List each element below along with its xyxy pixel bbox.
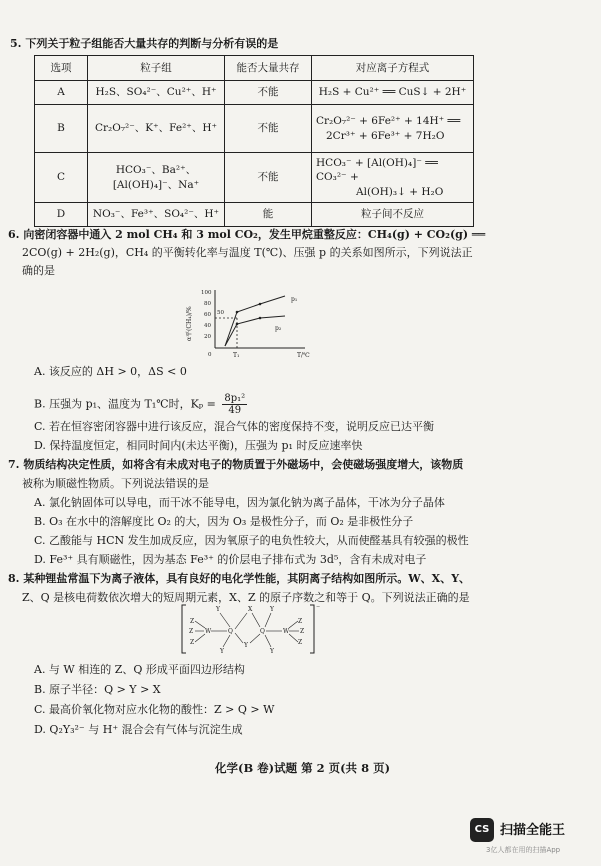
row-d-option: D (35, 203, 88, 227)
graph-xlabel: T/℃ (297, 352, 310, 359)
atom-y: Y (244, 642, 248, 649)
header-option: 选项 (35, 56, 88, 81)
row-a-option: A (35, 81, 88, 105)
q8-option-c: C. 最高价氧化物对应水化物的酸性：Z > Q > W (34, 703, 275, 716)
row-b-ions: Cr₂O₇²⁻、K⁺、Fe²⁺、H⁺ (88, 105, 225, 153)
row-c-ions-line1: HCO₃⁻、Ba²⁺、 (115, 164, 197, 177)
atom-z: Z (300, 628, 305, 635)
q6-stem-line2: 2CO(g) + 2H₂(g)，CH₄ 的平衡转化率与温度 T(℃)、压强 p 的关系如图所示，下列说法正 (22, 246, 473, 259)
row-b-option: B (35, 105, 88, 153)
row-d-eq: 粒子间不反应 (312, 203, 474, 227)
q6-option-b-fraction (222, 393, 247, 416)
atom-w: W (205, 628, 212, 635)
atom-z: Z (190, 618, 195, 625)
origin-label: 0 (208, 352, 212, 358)
ytick-100: 100 (201, 290, 212, 296)
atom-y: Y (270, 606, 274, 613)
watermark-name: 扫描全能王 (500, 823, 566, 838)
q6-option-b (34, 393, 247, 416)
q7-option-c: C. 乙酸能与 HCN 发生加成反应，因为氧原子的电负性较大，从而使醛基具有较强的极性 (34, 534, 469, 547)
q6-stem-line3: 确的是 (22, 264, 55, 277)
q6-option-b-text: B. 压强为 p₁、温度为 T₁℃时，Kₚ = (34, 397, 216, 411)
header-particles: 粒子组 (88, 56, 225, 81)
row-c-eq-line1: HCO₃⁻ + [Al(OH)₄]⁻ ══ CO₃²⁻ + (316, 157, 438, 184)
table-row (35, 203, 474, 227)
table-row (35, 81, 474, 105)
ytick-40: 40 (204, 323, 211, 329)
bracket-left (182, 605, 186, 653)
atom-z: Z (190, 639, 195, 646)
row-c-option: C (35, 153, 88, 203)
q8-option-a: A. 与 W 相连的 Z、Q 形成平面四边形结构 (34, 663, 245, 676)
row-b-eq-line1: Cr₂O₇²⁻ + 6Fe²⁺ + 14H⁺ ══ (316, 115, 461, 128)
graph-ylabel: α平(CH₄)/% (186, 306, 193, 341)
atom-z: Z (298, 639, 303, 646)
row-c-ions (88, 153, 225, 203)
atom-x: X (248, 606, 253, 613)
table-row (35, 105, 474, 153)
ytick-20: 20 (204, 334, 211, 340)
q6-conversion-graph (185, 286, 335, 361)
atom-z: Z (298, 618, 303, 625)
q8-stem-line1: 8. 某种锂盐常温下为离子液体，具有良好的电化学性能，其阴离子结构如图所示。W、X、Y、 (8, 572, 471, 585)
q7-option-d: D. Fe³⁺ 具有顺磁性，因为基态 Fe³⁺ 的价层电子排布式为 3d⁵，含有未成对电子 (34, 553, 427, 566)
ytick-60: 60 (204, 312, 211, 318)
label-p2: p₂ (275, 325, 282, 332)
q5-stem: 5. 下列关于粒子组能否大量共存的判断与分析有误的是 (10, 37, 279, 50)
q8-stem-line2: Z、Q 是核电荷数依次增大的短周期元素，X、Z 的原子序数之和等于 Q。下列说法正确的是 (22, 591, 470, 604)
header-coexist: 能否大量共存 (225, 56, 312, 81)
bracket-right (310, 605, 314, 653)
atom-q: Q (260, 628, 265, 635)
atom-z: Z (189, 628, 194, 635)
q8-anion-structure (180, 601, 320, 657)
xtick-t1: T₁ (233, 352, 240, 359)
fraction-denominator: 49 (228, 405, 242, 416)
atom-y: Y (220, 648, 224, 655)
table-row (35, 153, 474, 203)
p2-point (236, 323, 239, 326)
q6-stem-line1: 6. 向密闭容器中通入 2 mol CH₄ 和 3 mol CO₂，发生甲烷重整反应：CH₄(g) + CO₂(g) ══ (8, 228, 486, 241)
atom-w: W (283, 628, 290, 635)
atom-q: Q (228, 628, 233, 635)
q7-stem-line1: 7. 物质结构决定性质，如将含有未成对电子的物质置于外磁场中，会使磁场强度增大，该物质 (8, 458, 464, 471)
q5-table (34, 55, 474, 227)
row-b-can: 不能 (225, 105, 312, 153)
header-equation: 对应离子方程式 (312, 56, 474, 81)
page-footer: 化学(B 卷)试题 第 2 页(共 8 页) (215, 761, 391, 775)
row-a-can: 不能 (225, 81, 312, 105)
q6-option-c: C. 若在恒容密闭容器中进行该反应，混合气体的密度保持不变，说明反应已达平衡 (34, 420, 435, 433)
atom-y: Y (216, 606, 220, 613)
atom-y: Y (270, 648, 274, 655)
p2-point (259, 317, 262, 320)
camscanner-logo-icon: CS (470, 818, 494, 842)
q6-option-a: A. 该反应的 ΔH > 0，ΔS < 0 (34, 365, 187, 378)
q6-option-d: D. 保持温度恒定，相同时间内(未达平衡)，压强为 p₁ 时反应速率快 (34, 439, 363, 452)
row-b-eq (312, 105, 474, 153)
row-d-can: 能 (225, 203, 312, 227)
anion-charge: ⁻ (316, 604, 320, 613)
row-b-eq-line2: 2Cr³⁺ + 6Fe³⁺ + 7H₂O (326, 129, 445, 142)
q8-option-b: B. 原子半径：Q > Y > X (34, 683, 161, 696)
fraction-numerator: 8p₁² (224, 393, 246, 404)
q7-option-b: B. O₃ 在水中的溶解度比 O₂ 的大，因为 O₃ 是极性分子，而 O₂ 是非极性分子 (34, 515, 414, 528)
row-c-can: 不能 (225, 153, 312, 203)
p1-point (236, 311, 239, 314)
q7-option-a: A. 氯化钠固体可以导电，而干冰不能导电，因为氯化钠为离子晶体，干冰为分子晶体 (34, 496, 445, 509)
row-d-ions: NO₃⁻、Fe³⁺、SO₄²⁻、H⁺ (88, 203, 225, 227)
row-c-eq (312, 153, 474, 203)
q8-option-d: D. Q₂Y₃²⁻ 与 H⁺ 混合会有气体与沉淀生成 (34, 723, 243, 736)
label-p1: p₁ (291, 296, 298, 303)
ytick-80: 80 (204, 301, 211, 307)
row-c-eq-line2: Al(OH)₃↓ + H₂O (356, 185, 444, 198)
p1-point (259, 303, 262, 306)
watermark-subtitle: 3亿人都在用的扫描App (486, 846, 561, 854)
q7-stem-line2: 被称为顺磁性物质。下列说法错误的是 (22, 477, 209, 490)
row-a-ions: H₂S、SO₄²⁻、Cu²⁺、H⁺ (88, 81, 225, 105)
row-c-ions-line2: [Al(OH)₄]⁻、Na⁺ (112, 178, 200, 191)
curve-p1 (225, 296, 285, 346)
table-header-row (35, 56, 474, 81)
row-a-eq: H₂S + Cu²⁺ ══ CuS↓ + 2H⁺ (312, 81, 474, 105)
ytick-50: 50 (217, 310, 224, 316)
